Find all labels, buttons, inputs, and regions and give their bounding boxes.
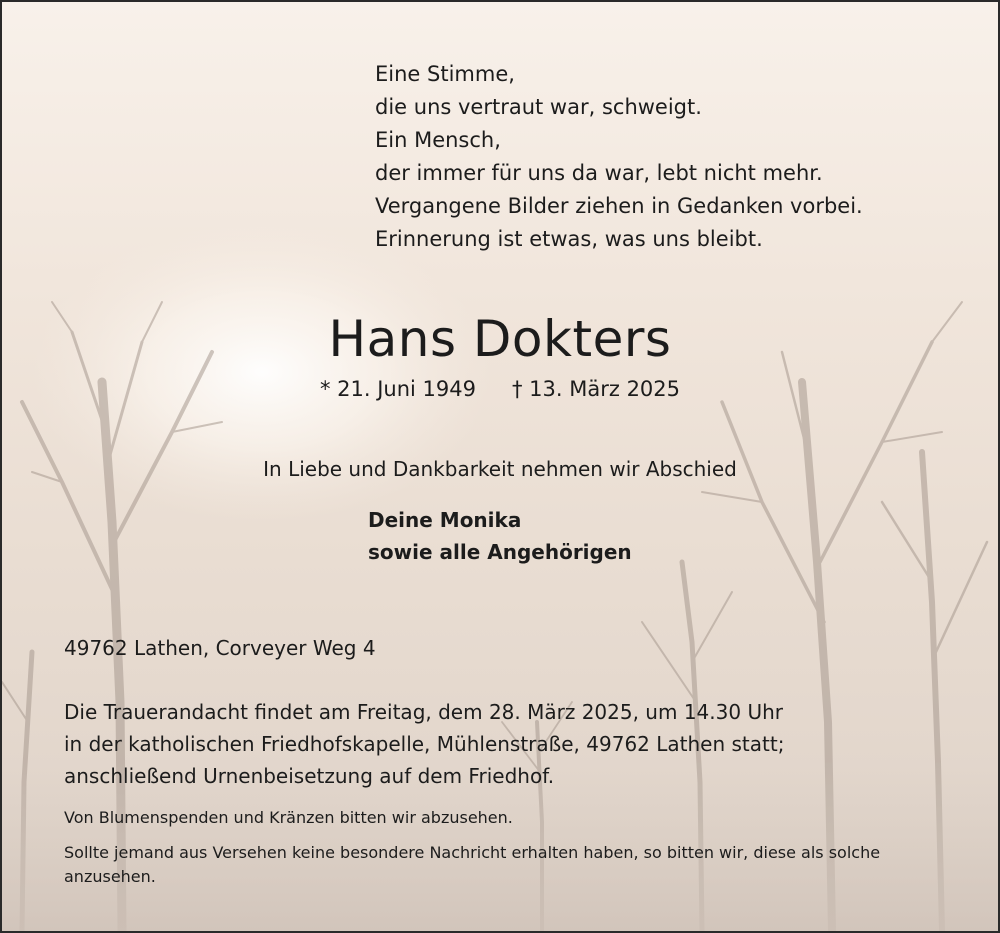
farewell-line: In Liebe und Dankbarkeit nehmen wir Abschied <box>263 457 737 481</box>
mourner-line: Deine Monika <box>368 508 522 532</box>
death-date: † 13. März 2025 <box>512 377 681 401</box>
service-details <box>64 696 784 792</box>
mourners <box>368 504 632 568</box>
birth-date: * 21. Juni 1949 <box>319 377 476 401</box>
poem-line: der immer für uns da war, lebt nicht mehr. <box>375 161 823 185</box>
life-dates <box>2 374 998 404</box>
poem-line: die uns vertraut war, schweigt. <box>375 95 702 119</box>
poem-line: Erinnerung ist etwas, was uns bleibt. <box>375 227 763 251</box>
flowers-note: Von Blumenspenden und Kränzen bitten wir abzusehen. <box>64 808 513 827</box>
mourner-line: sowie alle Angehörigen <box>368 540 632 564</box>
notification-note: Sollte jemand aus Versehen keine besondere Nachricht erhalten haben, so bitten wir, diese als solche anzusehen. <box>64 843 881 886</box>
deceased-name: Hans Dokters <box>328 310 672 368</box>
family-address: 49762 Lathen, Corveyer Weg 4 <box>64 636 376 660</box>
memorial-poem <box>375 58 863 256</box>
service-line: Die Trauerandacht findet am Freitag, dem 28. März 2025, um 14.30 Uhr <box>64 700 783 724</box>
poem-line: Ein Mensch, <box>375 128 501 152</box>
poem-line: Vergangene Bilder ziehen in Gedanken vorbei. <box>375 194 863 218</box>
service-line: anschließend Urnenbeisetzung auf dem Friedhof. <box>64 764 555 788</box>
poem-line: Eine Stimme, <box>375 62 515 86</box>
service-line: in der katholischen Friedhofskapelle, Mühlenstraße, 49762 Lathen statt; <box>64 732 785 756</box>
